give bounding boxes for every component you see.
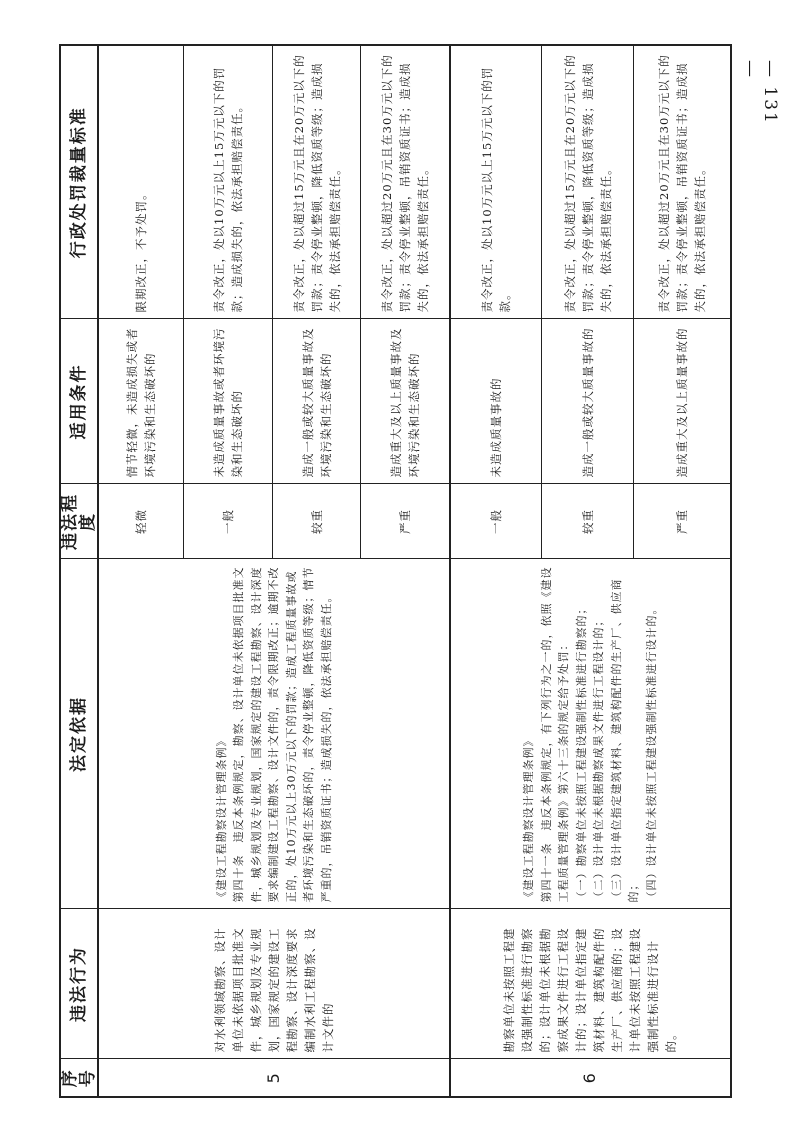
item-cond: 造成一般或较大质量事故及环境污染和生态破坏的: [272, 319, 361, 484]
item-std: 责令改正，处以超过20万元且在30万元以下的罚款；责令停业整顿，吊销资质证书；造成损失的，依法承担赔偿责任。: [361, 45, 450, 319]
header-basis: 法定依据: [60, 559, 98, 909]
item-std: 责令改正，处以10万元以上15万元以下的罚款。: [450, 45, 542, 319]
item-degree: 严重: [634, 484, 731, 559]
rotated-table-container: [59, 46, 732, 1098]
header-act: 违法行为: [60, 909, 98, 1059]
header-degree: 违法程度: [60, 484, 98, 559]
table-row: [98, 45, 183, 1097]
item-cond: 未造成质量事故或者环境污染和生态破坏的: [183, 319, 272, 484]
header-seq: 序号: [60, 1059, 98, 1097]
penalty-standard-table: [59, 44, 732, 1098]
item-std: 限期改正，不予处罚。: [98, 45, 183, 319]
item-seq: 6: [450, 1059, 731, 1097]
table-row: [450, 45, 542, 1097]
item-act: 对水利领域勘察、设计单位未依据项目批准文件，城乡规划及专业规划，国家规定的建设工程勘察、设计深度要求编制水利工程勘察、设计文件的: [98, 909, 450, 1059]
item-act: 勘察单位未按照工程建设强制性标准进行勘察的；设计单位未根据勘察成果文件进行工程设计的；设计单位指定建筑材料、建筑构配件的生产厂、供应商的；设计单位未按照工程建设强制性标准进行设计的。: [450, 909, 731, 1059]
page-number: — 131 —: [740, 60, 780, 125]
item-std: 责令改正，处以10万元以上15万元以下的罚款；造成损失的，依法承担赔偿责任。: [183, 45, 272, 319]
item-degree: 轻微: [98, 484, 183, 559]
item-cond: 造成重大及以上质量事故及环境污染和生态破坏的: [361, 319, 450, 484]
item-cond: 情节轻微，未造成损失或者环境污染和生态破坏的: [98, 319, 183, 484]
item-cond: 造成重大及以上质量事故的: [634, 319, 731, 484]
item-degree: 严重: [361, 484, 450, 559]
item-degree: 一般: [183, 484, 272, 559]
item-std: 责令改正，处以超过15万元且在20万元以下的罚款；责令停业整顿，降低资质等级；造成损失的，依法承担赔偿责任。: [272, 45, 361, 319]
item-basis: 《建设工程勘察设计管理条例》 第四十条 违反本条例规定，勘察、设计单位未依据项目批准文件，城乡规划及专业规划，国家规定的建设工程勘察、设计深度要求编制建设工程勘察、设计文件的，责令限期改正；逾期不改正的，处10万元以上30万元以下的罚款；造成工程质量事故或者环境污染和生态破坏的，责令停业整顿，降低资质等级；情节严重的，吊销资质证书；造成损失的，依法承担赔偿责任。: [98, 559, 450, 909]
table-header-row: [60, 45, 98, 1097]
item-std: 责令改正，处以超过20万元且在30万元以下的罚款；责令停业整顿，吊销资质证书；造成损失的，依法承担赔偿责任。: [634, 45, 731, 319]
item-seq: 5: [98, 1059, 450, 1097]
item-cond: 造成一般或较大质量事故的: [542, 319, 634, 484]
item-cond: 未造成质量事故的: [450, 319, 542, 484]
item-std: 责令改正，处以超过15万元且在20万元以下的罚款；责令停业整顿，降低资质等级；造成损失的，依法承担赔偿责任。: [542, 45, 634, 319]
item-degree: 较重: [272, 484, 361, 559]
item-basis: 《建设工程勘察设计管理条例》 第四十一条 违反本条例规定，有下列行为之一的，依照《建设工程质量管理条例》第六十三条的规定给予处罚： （一）勘察单位未按照工程建设强制性标准进行勘察的； （二）设计单位未根据勘察成果文件进行工程设计的； （三）设计单位指定建筑材料、建筑构配件的生产厂、供应商的； （四）设计单位未按照工程建设强制性标准进行设计的。: [450, 559, 731, 909]
header-cond: 适用条件: [60, 319, 98, 484]
item-degree: 一般: [450, 484, 542, 559]
header-std: 行政处罚裁量标准: [60, 45, 98, 319]
item-degree: 较重: [542, 484, 634, 559]
